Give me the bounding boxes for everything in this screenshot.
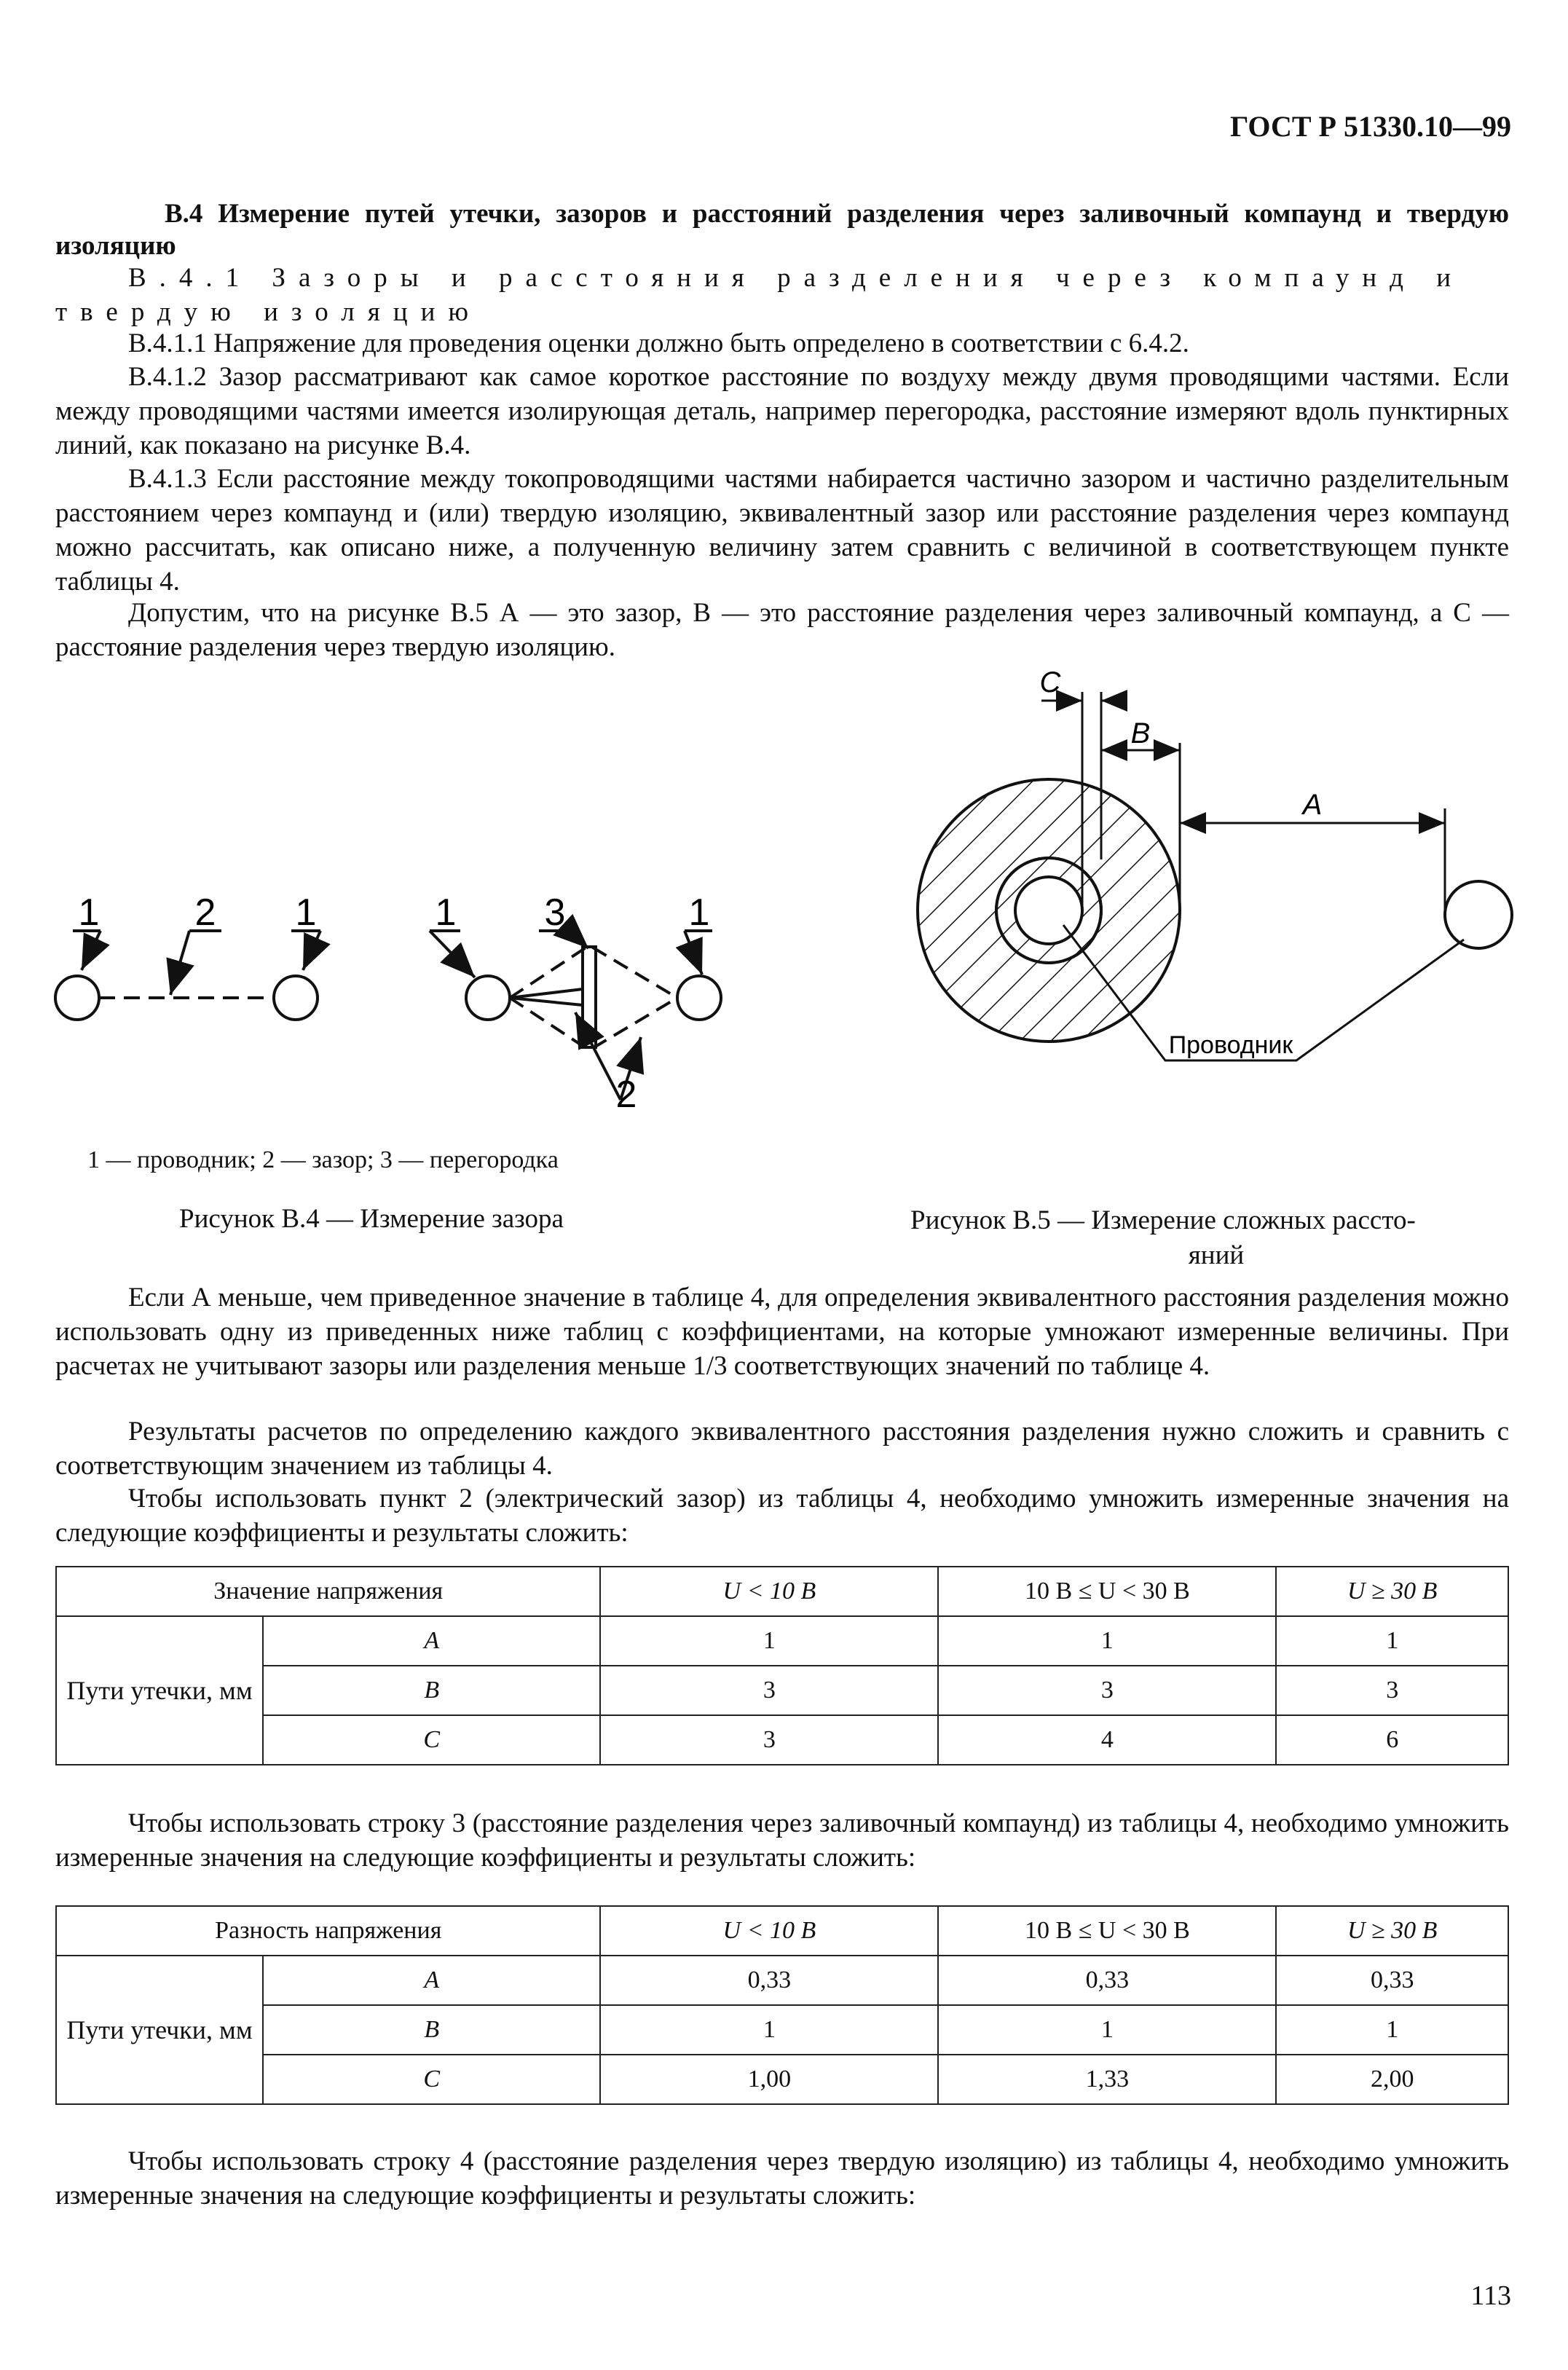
table2-cell: 0,33 xyxy=(1276,1956,1508,2005)
table1-cell: 1 xyxy=(938,1616,1276,1666)
dim-label-b: B xyxy=(1130,717,1151,749)
conductor-label: Проводник xyxy=(1168,1031,1293,1059)
table1-head-2: 10 В ≤ U < 30 В xyxy=(938,1567,1276,1616)
paragraph-row4: Чтобы использовать строку 4 (расстояние разделения через твердую изоляцию) из таблицы 4, необходимо умножить измеренные значения на следующие коэффициенты и результаты сложить: xyxy=(55,2146,1509,2210)
label-1a: 1 xyxy=(78,891,100,934)
paragraph-b41: В.4.1 Зазоры и расстояния разделения через компаунд и твердую изоляцию xyxy=(55,263,1465,327)
conductor-right-1 xyxy=(466,976,510,1020)
table1-cell: 1 xyxy=(600,1616,938,1666)
table1-cell: 4 xyxy=(938,1715,1276,1765)
table1-head-0: Значение напряжения xyxy=(56,1567,600,1616)
figure-b4-caption: Рисунок В.4 — Измерение зазора xyxy=(179,1204,564,1234)
table2-head-2: 10 В ≤ U < 30 В xyxy=(938,1906,1276,1956)
paragraph-results: Результаты расчетов по определению каждого эквивалентного расстояния разделения нужно сложить и сравнить с соответствующим значением из таблицы 4. xyxy=(55,1417,1509,1481)
paragraph-b412: В.4.1.2 Зазор рассматривают как самое короткое расстояние по воздуху между двумя проводящими частями. Если между проводящими частями имеется изолирующая деталь, например перегородка, расстояние измеряют вдоль пунктирных линий, как показано на рисунке В.4. xyxy=(55,362,1509,460)
paragraph-item2: Чтобы использовать пункт 2 (электрический зазор) из таблицы 4, необходимо умножить измеренные значения на следующие коэффициенты и результаты сложить: xyxy=(55,1484,1509,1548)
table2-cell: 0,33 xyxy=(938,1956,1276,2005)
label-3: 3 xyxy=(544,891,566,934)
table1-cell: 3 xyxy=(600,1715,938,1765)
paragraph-assume: Допустим, что на рисунке В.5 А — это зазор, В — это расстояние разделения через заливочный компаунд, а С — расстояние разделения через твердую изоляцию. xyxy=(55,598,1509,662)
conductor-left-2 xyxy=(274,976,318,1020)
table2-cell: 0,33 xyxy=(600,1956,938,2005)
label-1b: 1 xyxy=(295,891,317,934)
figure-b5-caption-1: Рисунок В.5 — Измерение сложных рассто- xyxy=(910,1205,1416,1235)
table2-cell: 2,00 xyxy=(1276,2055,1508,2104)
table1-cell: 1 xyxy=(1276,1616,1508,1666)
table2-row-c-label: С xyxy=(263,2055,600,2104)
table2-head-1: U < 10 В xyxy=(600,1906,938,1956)
table2-row-b-label: В xyxy=(263,2005,600,2055)
paragraph-if-a: Если А меньше, чем приведенное значение в таблице 4, для определения эквивалентного расстояния разделения можно использовать одну из приведенных ниже таблиц с коэффициентами, на которые умножают измеренные величины. При расчетах не учитывают зазоры или разделения меньше 1/3 соответствующих значений по таблице 4. xyxy=(55,1283,1509,1381)
dim-label-c: C xyxy=(1039,670,1061,698)
table1-row-c-label: С xyxy=(263,1715,600,1765)
figure-b4-legend: 1 — проводник; 2 — зазор; 3 — перегородка xyxy=(87,1146,559,1173)
paragraph-b413: В.4.1.3 Если расстояние между токопроводящими частями набирается частично зазором и частично разделительным расстоянием через компаунд и (или) твердую изоляцию, эквивалентный зазор или расстояние разделения через компаунд можно рассчитать, как описано ниже, а полученную величину затем сравнить с величиной в соответствующем пункте таблицы 4. xyxy=(55,464,1509,597)
table2-row-header: Пути утечки, мм xyxy=(56,1956,263,2104)
table1-row-header: Пути утечки, мм xyxy=(56,1616,263,1765)
figure-b4 xyxy=(44,852,757,1129)
clearance-path-top xyxy=(510,945,677,998)
page-number: 113 xyxy=(1470,2280,1511,2311)
table2-head-0: Разность напряжения xyxy=(56,1906,600,1956)
paragraph-b411: В.4.1.1 Напряжение для проведения оценки должно быть определено в соответствии с 6.4.2. xyxy=(128,328,1189,358)
table1-head-1: U < 10 В xyxy=(600,1567,938,1616)
table2-cell: 1 xyxy=(600,2005,938,2055)
section-title: В.4 Измерение путей утечки, зазоров и расстояний разделения через заливочный компаунд и твердую изоляцию xyxy=(55,199,1509,261)
figure-b5-caption-2: яний xyxy=(1188,1240,1245,1270)
table2-cell: 1,00 xyxy=(600,2055,938,2104)
table1-cell: 3 xyxy=(600,1666,938,1715)
table2-head-3: U ≥ 30 В xyxy=(1276,1906,1508,1956)
coefficients-table-2 xyxy=(55,1905,1509,2105)
table2-cell: 1 xyxy=(938,2005,1276,2055)
conductor-right-2 xyxy=(677,976,721,1020)
table2-cell: 1 xyxy=(1276,2005,1508,2055)
table2-row-a-label: А xyxy=(263,1956,600,2005)
label-1d: 1 xyxy=(688,891,710,934)
table1-row-a-label: А xyxy=(263,1616,600,1666)
conductor-external xyxy=(1445,881,1512,948)
paragraph-row3: Чтобы использовать строку 3 (расстояние разделения через заливочный компаунд) из таблицы 4, необходимо умножить измеренные значения на следующие коэффициенты и результаты сложить: xyxy=(55,1808,1509,1873)
table1-row-b-label: В xyxy=(263,1666,600,1715)
label-2b: 2 xyxy=(615,1074,637,1116)
clearance-path-bottom xyxy=(510,998,677,1050)
table1-head-3: U ≥ 30 В xyxy=(1276,1567,1508,1616)
label-1c: 1 xyxy=(435,891,457,934)
label-2: 2 xyxy=(194,891,216,934)
dim-label-a: A xyxy=(1302,789,1323,821)
conductor-inner xyxy=(1015,877,1082,944)
coefficients-table-1 xyxy=(55,1566,1509,1765)
table2-cell: 1,33 xyxy=(938,2055,1276,2104)
document-id: ГОСТ Р 51330.10—99 xyxy=(1229,110,1511,143)
table1-cell: 6 xyxy=(1276,1715,1508,1765)
table1-cell: 3 xyxy=(1276,1666,1508,1715)
figure-b5 xyxy=(896,670,1529,1122)
table1-cell: 3 xyxy=(938,1666,1276,1715)
conductor-left-1 xyxy=(55,976,99,1020)
